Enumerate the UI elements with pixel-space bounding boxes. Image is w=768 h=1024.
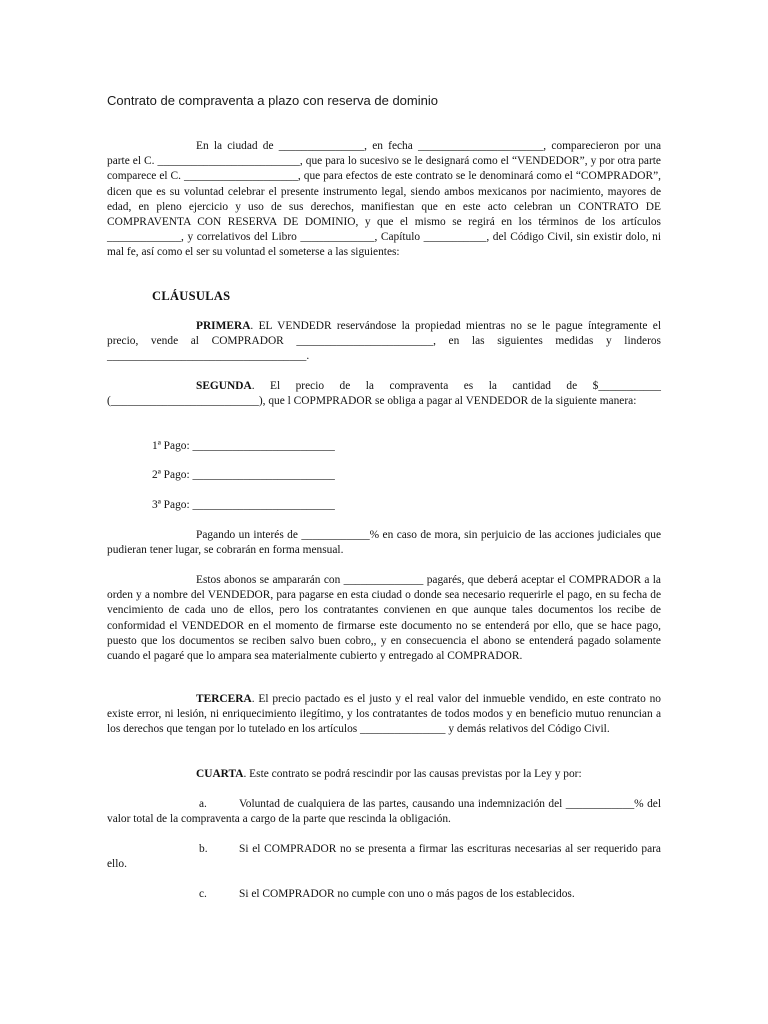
pago-line-3: 3ª Pago: _________________________	[152, 499, 335, 511]
clause-segunda	[107, 379, 661, 409]
document-title: Contrato de compraventa a plazo con reserva de dominio	[107, 93, 438, 108]
clause-cuarta-text: . Este contrato se podrá rescindir por las causas previstas por la Ley y por:	[243, 768, 582, 780]
clause-tercera-text: . El precio pactado es el justo y el real valor del inmueble vendido, en este contrato no existe error, ni lesión, ni enriquecimiento ilegítimo, y los contratantes de todos modos y en beneficio mutuo renuncian a los derechos que tengan por lo tutelado en los artículos _______________ y demás relativos del Código Civil.	[107, 693, 661, 736]
clause-cuarta	[107, 767, 661, 782]
clause-tercera-label: TERCERA	[196, 693, 252, 705]
clause-primera-label: PRIMERA	[196, 320, 251, 332]
causa-marker: b.	[199, 843, 208, 855]
clause-cuarta-label: CUARTA	[196, 768, 244, 780]
clause-segunda-text: . El precio de la compraventa es la cantidad de $___________ (__________________________), que l COPMPRADOR se obliga a pagar al VENDEDOR de la siguiente manera:	[107, 380, 661, 408]
causa-item-c	[107, 887, 661, 902]
clause-tercera	[107, 692, 661, 738]
clause-primera	[107, 319, 661, 365]
causa-text: Si el COMPRADOR no cumple con uno o más pagos de los establecidos.	[239, 888, 575, 900]
abonos-paragraph: Estos abonos se ampararán con ______________ pagarés, que deberá aceptar el COMPRADOR a la orden y a nombre del VENDEDOR, para pagarse en esta ciudad o donde sea necesario requerirle el pago, en su fecha de vencimiento de cada uno de ellos, pero los contratantes convienen en que aunque tales documentos los recibe de conformidad el VENDEDOR en el momento de firmarse este documento no se entenderá por ello, que se hace pago, puesto que los documentos se reciben salvo buen cobro,, y en consecuencia el abono se entenderá pagado solamente cuando el pagaré que lo ampara sea materialmente cubierto y entregado al COMPRADOR.	[107, 574, 661, 663]
causa-text: Si el COMPRADOR no se presenta a firmar las escrituras necesarias al ser requerido para ello.	[107, 843, 661, 871]
causa-item-b	[107, 842, 661, 872]
pago-line-1: 1ª Pago: _________________________	[152, 440, 335, 452]
intro-paragraph: En la ciudad de _______________, en fecha ______________________, comparecieron por una parte el C. _________________________, que para lo sucesivo se le designará como el “VENDEDOR”, y por otra parte comparece el C. ____________________, que para efectos de este contrato se le denominará como el “COMPRADOR”, dicen que es su voluntad celebrar el presente instrumento legal, siendo ambos mexicanos por nacimiento, mayores de edad, en pleno ejercicio y uso de sus derechos, manifiestan que en este acto celebran un CONTRATO DE COMPRAVENTA CON RESERVA DE DOMINIO, y que el mismo se regirá en los términos de los artículos _____________, y correlativos del Libro _____________, Capítulo ___________, del Código Civil, sin existir dolo, ni mal fe, así como el ser su voluntad el someterse a las siguientes:	[107, 140, 661, 259]
clause-segunda-label: SEGUNDA	[196, 380, 252, 392]
causa-text: Voluntad de cualquiera de las partes, causando una indemnización del ____________% del valor total de la compraventa a cargo de la parte que rescinda la obligación.	[107, 798, 661, 826]
interes-paragraph: Pagando un interés de ____________% en caso de mora, sin perjuicio de las acciones judiciales que pudieran tener lugar, se cobrarán en forma mensual.	[107, 529, 661, 557]
causa-marker: a.	[199, 798, 207, 810]
clausulas-heading: CLÁUSULAS	[152, 289, 231, 303]
pago-line-2: 2ª Pago: _________________________	[152, 469, 335, 481]
causa-item-a	[107, 797, 661, 827]
causa-marker: c.	[199, 888, 207, 900]
clause-primera-text: . EL VENDEDR reservándose la propiedad mientras no se le pague íntegramente el precio, vende al COMPRADOR ________________________, en las siguientes medidas y linderos ___________________________________.	[107, 320, 661, 363]
